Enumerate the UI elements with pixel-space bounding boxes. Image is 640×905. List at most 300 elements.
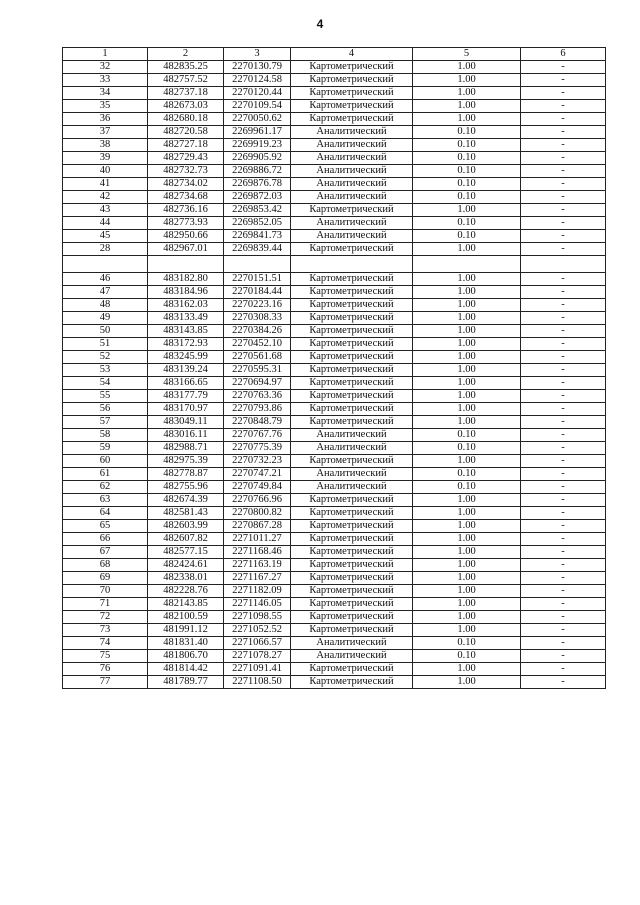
table-cell: -	[521, 507, 606, 520]
table-row	[63, 152, 606, 165]
table-cell: 38	[63, 139, 148, 152]
table-cell: 481806.70	[148, 650, 224, 663]
table-cell: 77	[63, 676, 148, 689]
table-cell: 57	[63, 416, 148, 429]
table-cell: 482757.52	[148, 74, 224, 87]
table-cell: 1.00	[413, 611, 521, 624]
table-row	[63, 74, 606, 87]
table-cell: 2270732.23	[224, 455, 291, 468]
table-cell: 0.10	[413, 139, 521, 152]
table-cell: 0.10	[413, 152, 521, 165]
empty-cell	[224, 256, 291, 273]
table-cell: 36	[63, 113, 148, 126]
table-cell: 1.00	[413, 351, 521, 364]
table-cell: 2269919.23	[224, 139, 291, 152]
table-cell: Картометрический	[291, 572, 413, 585]
table-cell: -	[521, 611, 606, 624]
table-cell: -	[521, 286, 606, 299]
table-cell: -	[521, 468, 606, 481]
table-row	[63, 364, 606, 377]
table-row	[63, 61, 606, 74]
table-cell: 64	[63, 507, 148, 520]
table-cell: Картометрический	[291, 676, 413, 689]
table-cell: 1.00	[413, 377, 521, 390]
table-cell: Аналитический	[291, 152, 413, 165]
table-cell: 1.00	[413, 87, 521, 100]
table-cell: Картометрический	[291, 663, 413, 676]
table-cell: 483172.93	[148, 338, 224, 351]
table-cell: 2270595.31	[224, 364, 291, 377]
table-row	[63, 139, 606, 152]
table-cell: 67	[63, 546, 148, 559]
table-cell: -	[521, 455, 606, 468]
table-cell: 482424.61	[148, 559, 224, 572]
table-cell: 44	[63, 217, 148, 230]
table-cell: Картометрический	[291, 338, 413, 351]
table-cell: 482680.18	[148, 113, 224, 126]
empty-cell	[63, 256, 148, 273]
table-cell: 2269852.05	[224, 217, 291, 230]
table-cell: 42	[63, 191, 148, 204]
table-cell: 1.00	[413, 100, 521, 113]
table-cell: 482835.25	[148, 61, 224, 74]
table-cell: 52	[63, 351, 148, 364]
empty-cell	[291, 256, 413, 273]
table-cell: 0.10	[413, 191, 521, 204]
table-row	[63, 204, 606, 217]
table-cell: 483245.99	[148, 351, 224, 364]
table-cell: -	[521, 165, 606, 178]
table-cell: 483184.96	[148, 286, 224, 299]
table-cell: 482100.59	[148, 611, 224, 624]
table-cell: 2269853.42	[224, 204, 291, 217]
table-cell: 2270184.44	[224, 286, 291, 299]
table-cell: 483162.03	[148, 299, 224, 312]
table-cell: 1.00	[413, 585, 521, 598]
table-cell: 66	[63, 533, 148, 546]
table-cell: 483139.24	[148, 364, 224, 377]
table-cell: 483133.49	[148, 312, 224, 325]
table-cell: -	[521, 663, 606, 676]
table-cell: 1.00	[413, 204, 521, 217]
table-cell: 72	[63, 611, 148, 624]
table-cell: 73	[63, 624, 148, 637]
table-cell: -	[521, 74, 606, 87]
table-row	[63, 273, 606, 286]
table-cell: Аналитический	[291, 165, 413, 178]
table-cell: 63	[63, 494, 148, 507]
table-row	[63, 663, 606, 676]
table-cell: 482727.18	[148, 139, 224, 152]
table-cell: 482603.99	[148, 520, 224, 533]
column-header: 6	[521, 48, 606, 61]
table-row	[63, 338, 606, 351]
table-cell: 62	[63, 481, 148, 494]
table-cell: 2270775.39	[224, 442, 291, 455]
table-cell: -	[521, 403, 606, 416]
table-cell: 69	[63, 572, 148, 585]
table-cell: 55	[63, 390, 148, 403]
table-cell: -	[521, 546, 606, 559]
table-cell: 1.00	[413, 364, 521, 377]
table-row	[63, 455, 606, 468]
table-cell: Картометрический	[291, 87, 413, 100]
table-row	[63, 178, 606, 191]
table-row	[63, 217, 606, 230]
table-cell: -	[521, 243, 606, 256]
table-cell: 483049.11	[148, 416, 224, 429]
table-cell: 2271098.55	[224, 611, 291, 624]
table-cell: Аналитический	[291, 126, 413, 139]
table-cell: Картометрический	[291, 325, 413, 338]
table-cell: 2269961.17	[224, 126, 291, 139]
table-cell: 2270384.26	[224, 325, 291, 338]
table-cell: 0.10	[413, 468, 521, 481]
table-cell: -	[521, 637, 606, 650]
table-cell: -	[521, 494, 606, 507]
table-cell: Картометрический	[291, 273, 413, 286]
table-cell: 2270308.33	[224, 312, 291, 325]
table-cell: 2270767.76	[224, 429, 291, 442]
table-cell: 2270867.28	[224, 520, 291, 533]
table-cell: 0.10	[413, 442, 521, 455]
table-cell: 0.10	[413, 217, 521, 230]
table-cell: 2270747.21	[224, 468, 291, 481]
table-cell: 65	[63, 520, 148, 533]
table-cell: -	[521, 650, 606, 663]
table-cell: 482778.87	[148, 468, 224, 481]
table-cell: 1.00	[413, 325, 521, 338]
table-cell: 58	[63, 429, 148, 442]
table-cell: -	[521, 533, 606, 546]
column-header: 2	[148, 48, 224, 61]
table-cell: Картометрический	[291, 507, 413, 520]
table-cell: 2270800.82	[224, 507, 291, 520]
table-cell: 2269839.44	[224, 243, 291, 256]
table-row	[63, 546, 606, 559]
table-cell: 1.00	[413, 663, 521, 676]
table-row	[63, 377, 606, 390]
table-cell: 482338.01	[148, 572, 224, 585]
table-cell: -	[521, 191, 606, 204]
table-cell: 47	[63, 286, 148, 299]
table-cell: 2271146.05	[224, 598, 291, 611]
page-number: 4	[316, 17, 324, 31]
table-cell: 0.10	[413, 481, 521, 494]
table-cell: 70	[63, 585, 148, 598]
column-header: 1	[63, 48, 148, 61]
table-cell: 1.00	[413, 243, 521, 256]
table-cell: 483170.97	[148, 403, 224, 416]
table-cell: Картометрический	[291, 624, 413, 637]
table-row	[63, 126, 606, 139]
table-cell: Картометрический	[291, 611, 413, 624]
table-cell: Картометрический	[291, 351, 413, 364]
table-cell: -	[521, 624, 606, 637]
table-cell: -	[521, 126, 606, 139]
table-cell: 0.10	[413, 429, 521, 442]
table-cell: -	[521, 377, 606, 390]
column-header: 5	[413, 48, 521, 61]
table-cell: 2270793.86	[224, 403, 291, 416]
table-row	[63, 442, 606, 455]
table-cell: Аналитический	[291, 139, 413, 152]
table-row	[63, 100, 606, 113]
table-cell: Картометрический	[291, 61, 413, 74]
table-cell: 0.10	[413, 230, 521, 243]
table-cell: 481814.42	[148, 663, 224, 676]
table-cell: -	[521, 481, 606, 494]
table-row	[63, 416, 606, 429]
table-cell: Аналитический	[291, 217, 413, 230]
table-cell: 2270124.58	[224, 74, 291, 87]
table-cell: 68	[63, 559, 148, 572]
table-row	[63, 113, 606, 126]
table-cell: Аналитический	[291, 429, 413, 442]
table-cell: 2270766.96	[224, 494, 291, 507]
table-cell: 46	[63, 273, 148, 286]
table-cell: Картометрический	[291, 546, 413, 559]
table-cell: 1.00	[413, 273, 521, 286]
table-cell: 483177.79	[148, 390, 224, 403]
table-cell: Аналитический	[291, 178, 413, 191]
table-cell: 482143.85	[148, 598, 224, 611]
table-cell: 483166.65	[148, 377, 224, 390]
table-row	[63, 624, 606, 637]
table-cell: 482577.15	[148, 546, 224, 559]
table-row	[63, 191, 606, 204]
table-cell: 28	[63, 243, 148, 256]
table-cell: 482755.96	[148, 481, 224, 494]
table-cell: -	[521, 390, 606, 403]
table-cell: -	[521, 87, 606, 100]
table-cell: 481991.12	[148, 624, 224, 637]
table-cell: -	[521, 178, 606, 191]
table-cell: -	[521, 520, 606, 533]
empty-cell	[521, 256, 606, 273]
table-cell: 75	[63, 650, 148, 663]
table-cell: 2270561.68	[224, 351, 291, 364]
table-cell: 482729.43	[148, 152, 224, 165]
table-cell: 1.00	[413, 455, 521, 468]
table-cell: 1.00	[413, 572, 521, 585]
table-row	[63, 559, 606, 572]
table-cell: 2270749.84	[224, 481, 291, 494]
table-cell: 1.00	[413, 598, 521, 611]
table-cell: 1.00	[413, 390, 521, 403]
table-cell: 2270050.62	[224, 113, 291, 126]
table-cell: 50	[63, 325, 148, 338]
table-cell: 1.00	[413, 74, 521, 87]
table-cell: Картометрический	[291, 286, 413, 299]
table-cell: 2270452.10	[224, 338, 291, 351]
table-cell: 482734.68	[148, 191, 224, 204]
table-cell: Аналитический	[291, 191, 413, 204]
table-cell: 1.00	[413, 507, 521, 520]
table-cell: 2271091.41	[224, 663, 291, 676]
table-cell: 2270694.97	[224, 377, 291, 390]
table-cell: Картометрический	[291, 299, 413, 312]
table-cell: 1.00	[413, 546, 521, 559]
table-cell: 33	[63, 74, 148, 87]
table-cell: 2271078.27	[224, 650, 291, 663]
table-cell: 482732.73	[148, 165, 224, 178]
table-cell: 481831.40	[148, 637, 224, 650]
table-cell: Картометрический	[291, 403, 413, 416]
table-row	[63, 312, 606, 325]
coordinates-table	[62, 47, 606, 689]
table-cell: Картометрический	[291, 416, 413, 429]
table-cell: 483143.85	[148, 325, 224, 338]
table-row	[63, 87, 606, 100]
table-cell: 0.10	[413, 637, 521, 650]
table-cell: 59	[63, 442, 148, 455]
table-cell: 481789.77	[148, 676, 224, 689]
table-cell: 2270151.51	[224, 273, 291, 286]
table-cell: -	[521, 429, 606, 442]
table-cell: 2269876.78	[224, 178, 291, 191]
table-cell: 483016.11	[148, 429, 224, 442]
table-row	[63, 637, 606, 650]
table-cell: Картометрический	[291, 585, 413, 598]
table-cell: 41	[63, 178, 148, 191]
table-cell: 483182.80	[148, 273, 224, 286]
table-cell: 51	[63, 338, 148, 351]
table-cell: Картометрический	[291, 74, 413, 87]
table-row	[63, 390, 606, 403]
table-cell: 482674.39	[148, 494, 224, 507]
table-cell: -	[521, 598, 606, 611]
table-header-row	[63, 48, 606, 61]
table-cell: 1.00	[413, 520, 521, 533]
table-cell: 482228.76	[148, 585, 224, 598]
table-cell: 2271168.46	[224, 546, 291, 559]
table-cell: Аналитический	[291, 637, 413, 650]
table-cell: -	[521, 416, 606, 429]
table-row	[63, 650, 606, 663]
table-cell: 39	[63, 152, 148, 165]
table-cell: 482607.82	[148, 533, 224, 546]
table-cell: -	[521, 113, 606, 126]
table-cell: Картометрический	[291, 243, 413, 256]
table-cell: 35	[63, 100, 148, 113]
table-row	[63, 533, 606, 546]
table-cell: 482720.58	[148, 126, 224, 139]
table-cell: 2271182.09	[224, 585, 291, 598]
table-cell: 2271066.57	[224, 637, 291, 650]
table-cell: -	[521, 572, 606, 585]
table-cell: 60	[63, 455, 148, 468]
table-cell: 40	[63, 165, 148, 178]
table-cell: Аналитический	[291, 468, 413, 481]
table-cell: 71	[63, 598, 148, 611]
table-cell: 482737.18	[148, 87, 224, 100]
table-row	[63, 286, 606, 299]
table-cell: Картометрический	[291, 559, 413, 572]
table-cell: -	[521, 299, 606, 312]
table-cell: -	[521, 217, 606, 230]
table-cell: -	[521, 273, 606, 286]
column-header: 3	[224, 48, 291, 61]
table-cell: -	[521, 139, 606, 152]
table-cell: 0.10	[413, 165, 521, 178]
table-cell: 0.10	[413, 178, 521, 191]
table-cell: 482988.71	[148, 442, 224, 455]
table-cell: -	[521, 325, 606, 338]
table-cell: Картометрический	[291, 520, 413, 533]
table-cell: 43	[63, 204, 148, 217]
table-body	[63, 61, 606, 689]
table-cell: Картометрический	[291, 455, 413, 468]
table-cell: 482581.43	[148, 507, 224, 520]
table-cell: -	[521, 152, 606, 165]
table-cell: -	[521, 351, 606, 364]
table-row	[63, 520, 606, 533]
table-row	[63, 403, 606, 416]
table-cell: 1.00	[413, 299, 521, 312]
table-cell: 2271167.27	[224, 572, 291, 585]
table-row	[63, 572, 606, 585]
table-cell: 2270848.79	[224, 416, 291, 429]
table-cell: 56	[63, 403, 148, 416]
table-row	[63, 611, 606, 624]
table-cell: 1.00	[413, 312, 521, 325]
table-cell: -	[521, 585, 606, 598]
table-row	[63, 585, 606, 598]
table-cell: 482975.39	[148, 455, 224, 468]
table-cell: 45	[63, 230, 148, 243]
table-cell: Картометрический	[291, 598, 413, 611]
table-cell: 2271108.50	[224, 676, 291, 689]
table-cell: 1.00	[413, 338, 521, 351]
table-cell: -	[521, 312, 606, 325]
table-cell: 2270763.36	[224, 390, 291, 403]
table-cell: Аналитический	[291, 230, 413, 243]
table-cell: -	[521, 364, 606, 377]
table-cell: 482773.93	[148, 217, 224, 230]
table-cell: -	[521, 100, 606, 113]
table-row	[63, 481, 606, 494]
table-cell: 61	[63, 468, 148, 481]
table-cell: -	[521, 676, 606, 689]
column-header: 4	[291, 48, 413, 61]
table-cell: 1.00	[413, 416, 521, 429]
table-cell: -	[521, 338, 606, 351]
table-cell: 2269886.72	[224, 165, 291, 178]
blank-separator-row	[63, 256, 606, 273]
table-row	[63, 165, 606, 178]
table-cell: 53	[63, 364, 148, 377]
table-cell: Картометрический	[291, 100, 413, 113]
table-cell: 2269872.03	[224, 191, 291, 204]
table-row	[63, 351, 606, 364]
table-cell: 2269841.73	[224, 230, 291, 243]
table-row	[63, 676, 606, 689]
table-cell: 482734.02	[148, 178, 224, 191]
table-cell: 482673.03	[148, 100, 224, 113]
table-cell: 37	[63, 126, 148, 139]
table-cell: 2271011.27	[224, 533, 291, 546]
table-cell: 32	[63, 61, 148, 74]
table-cell: 1.00	[413, 286, 521, 299]
table-cell: 2269905.92	[224, 152, 291, 165]
table-row	[63, 429, 606, 442]
table-cell: 482950.66	[148, 230, 224, 243]
table-cell: Картометрический	[291, 113, 413, 126]
table-row	[63, 299, 606, 312]
table-cell: 1.00	[413, 61, 521, 74]
table-cell: Картометрический	[291, 533, 413, 546]
